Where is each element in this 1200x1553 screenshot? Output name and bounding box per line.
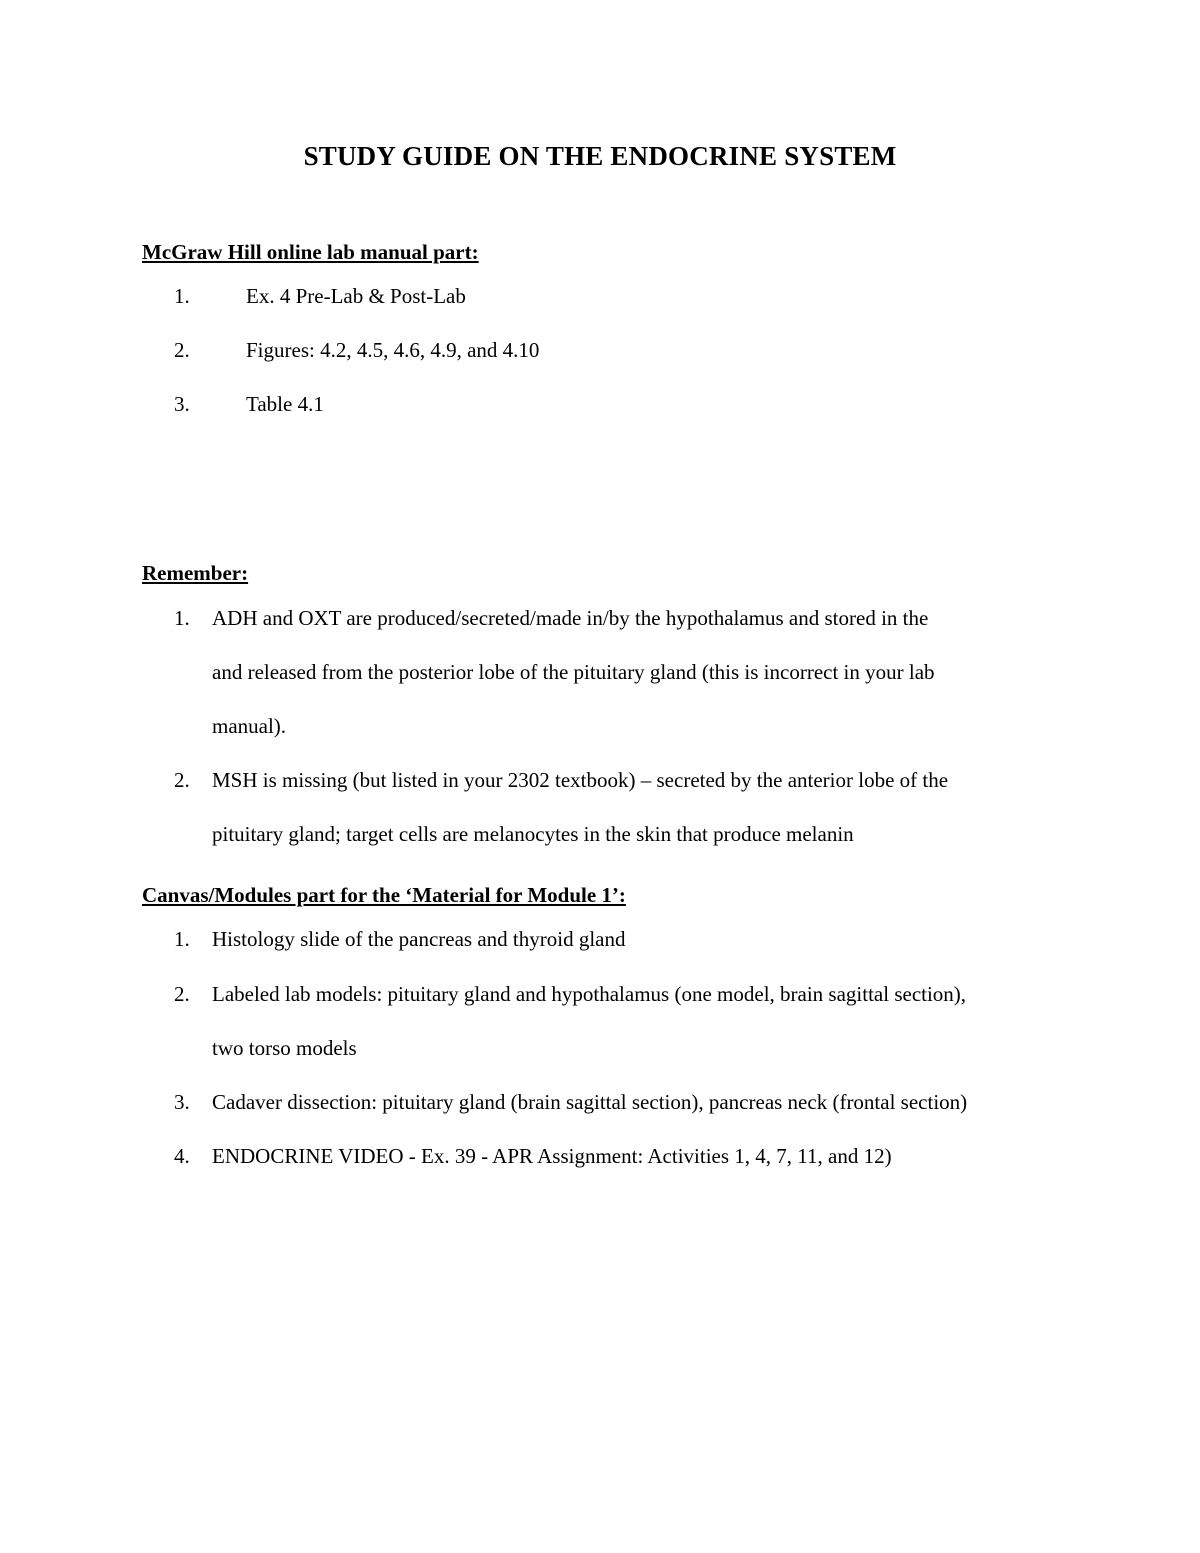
list-item-line: manual).: [212, 714, 287, 738]
list-item-line: Histology slide of the pancreas and thyroid gland: [212, 927, 626, 951]
list-item: Figures: 4.2, 4.5, 4.6, 4.9, and 4.10: [246, 338, 540, 362]
list-number: 4.: [174, 1144, 190, 1168]
section-heading-canvas: Canvas/Modules part for the ‘Material for Module 1’:: [142, 883, 626, 907]
section-heading-mcgraw: McGraw Hill online lab manual part:: [142, 240, 479, 264]
list-item-line: Labeled lab models: pituitary gland and hypothalamus (one model, brain sagittal section),: [212, 982, 967, 1006]
list-number: 1.: [174, 284, 190, 308]
list-number: 2.: [174, 982, 190, 1006]
list-item-line: and released from the posterior lobe of the pituitary gland (this is incorrect in your lab: [212, 660, 935, 684]
list-number: 1.: [174, 927, 190, 951]
list-item: Table 4.1: [246, 392, 324, 416]
list-item-line: Cadaver dissection: pituitary gland (brain sagittal section), pancreas neck (frontal section): [212, 1090, 968, 1114]
list-item-line: ADH and OXT are produced/secreted/made in/by the hypothalamus and stored in the: [212, 606, 929, 630]
list-item-line: pituitary gland; target cells are melanocytes in the skin that produce melanin: [212, 822, 854, 846]
page-title: STUDY GUIDE ON THE ENDOCRINE SYSTEM: [303, 141, 897, 171]
list-number: 3.: [174, 1090, 190, 1114]
list-item-line: MSH is missing (but listed in your 2302 textbook) – secreted by the anterior lobe of the: [212, 768, 949, 792]
list-item-line: two torso models: [212, 1036, 357, 1060]
list-number: 2.: [174, 768, 190, 792]
section-heading-remember: Remember:: [142, 561, 249, 585]
list-number: 3.: [174, 392, 190, 416]
list-number: 1.: [174, 606, 190, 630]
list-number: 2.: [174, 338, 190, 362]
list-item-line: ENDOCRINE VIDEO - Ex. 39 - APR Assignment: Activities 1, 4, 7, 11, and 12): [212, 1144, 892, 1168]
list-item: Ex. 4 Pre-Lab & Post-Lab: [246, 284, 466, 308]
